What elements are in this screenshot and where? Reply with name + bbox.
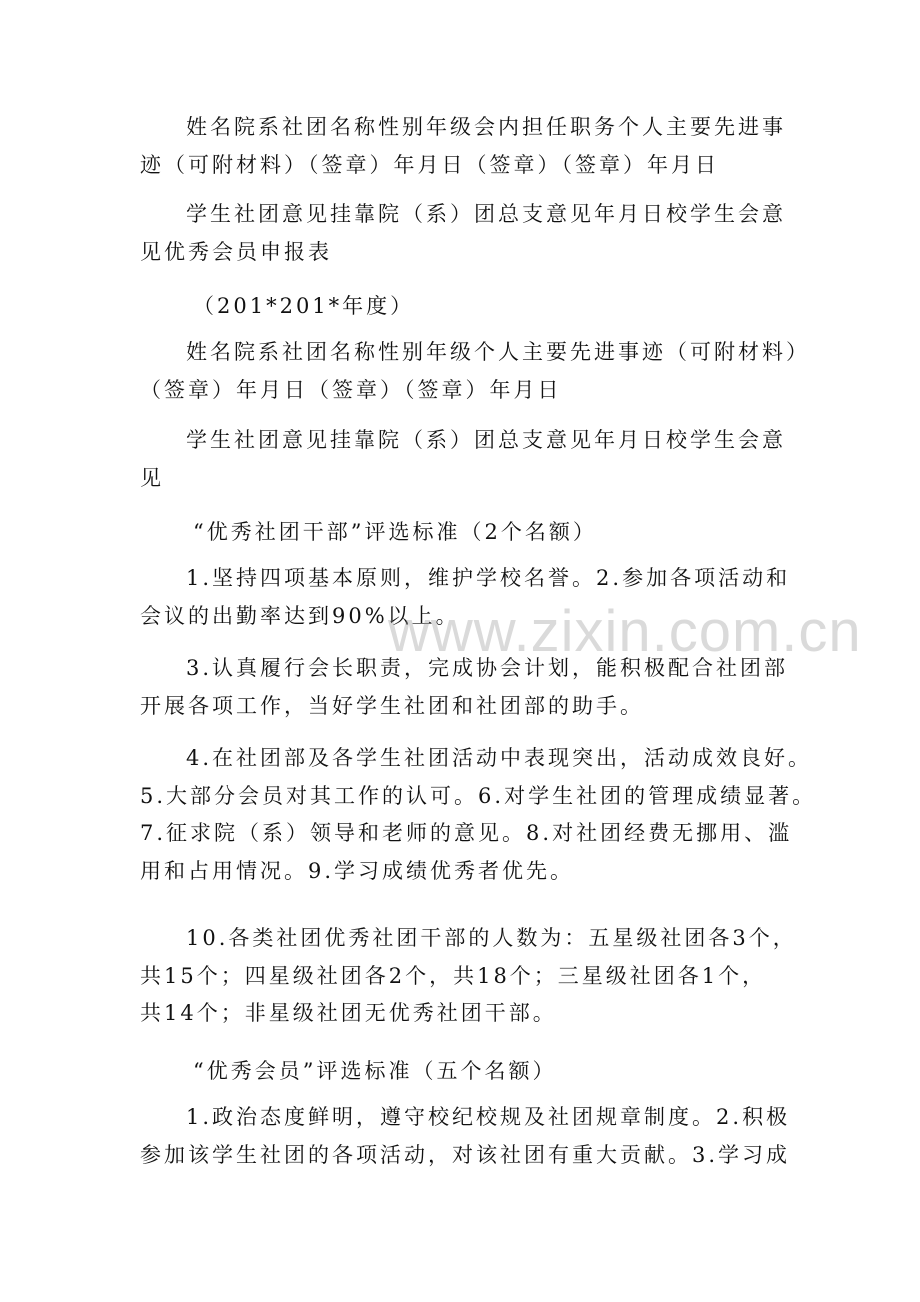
text-line: 学生社团意见挂靠院（系）团总支意见年月日校学生会意: [186, 428, 786, 452]
text-line: 4.在社团部及各学生社团活动中表现突出，活动成效良好。: [186, 746, 813, 770]
text-line: 姓名院系社团名称性别年级会内担任职务个人主要先进事: [186, 115, 786, 139]
text-line: 学生社团意见挂靠院（系）团总支意见年月日校学生会意: [186, 202, 786, 226]
heading-member-criteria: [140, 1053, 785, 1091]
heading-cadre-criteria: [140, 514, 785, 552]
text-line: 姓名院系社团名称性别年级个人主要先进事迹（可附材料）: [186, 340, 810, 364]
watermark: www.zixin.com.cn: [388, 599, 862, 664]
text-line: 参加该学生社团的各项活动，对该社团有重大贡献。3.学习成: [140, 1142, 791, 1167]
text-line: 迹（可附材料）（签章）年月日（签章）（签章）年月日: [140, 152, 719, 177]
text-line: （201*201*年度）: [193, 294, 415, 318]
text-line: 5.大部分会员对其工作的认可。6.对学生社团的管理成绩显著。: [140, 783, 817, 808]
paragraph-member-criteria: [140, 1099, 791, 1174]
text-line: 7.征求院（系）领导和老师的意见。8.对社团经费无挪用、滥: [140, 821, 793, 845]
paragraph-opinions: [140, 196, 785, 271]
paragraph-year: [140, 288, 785, 326]
text-line: 1.坚持四项基本原则，维护学校名誉。2.参加各项活动和: [186, 566, 791, 590]
paragraph-criteria-3: [140, 650, 789, 725]
paragraph-applicant-fields-2: [140, 334, 810, 409]
text-line: 3.认真履行会长职责，完成协会计划，能积极配合社团部: [186, 656, 789, 680]
text-line: 会议的出勤率达到90%以上。: [140, 603, 460, 628]
paragraph-opinions-2: [140, 422, 785, 497]
paragraph-criteria-1: [140, 560, 791, 635]
paragraph-criteria-4-9: [140, 740, 817, 890]
section-heading: “优秀社团干部”评选标准（2个名额）: [193, 520, 597, 544]
text-line: 见: [140, 465, 164, 490]
text-line: 共15个；四星级社团各2个，共18个；三星级社团各1个，: [140, 963, 767, 988]
text-line: 共14个；非星级社团无优秀社团干部。: [140, 1001, 557, 1025]
text-line: 10.各类社团优秀社团干部的人数为：五星级社团各3个，: [186, 926, 797, 950]
section-heading: “优秀会员”评选标准（五个名额）: [193, 1059, 557, 1083]
text-line: 1.政治态度鲜明，遵守校纪校规及社团规章制度。2.积极: [186, 1105, 791, 1129]
text-line: 用和占用情况。9.学习成绩优秀者优先。: [140, 858, 575, 883]
paragraph-applicant-fields: [140, 109, 785, 184]
text-line: （签章）年月日（签章）（签章）年月日: [140, 377, 562, 402]
paragraph-criteria-10: [140, 920, 797, 1033]
text-line: 见优秀会员申报表: [140, 239, 332, 264]
text-line: 开展各项工作，当好学生社团和社团部的助手。: [140, 693, 644, 718]
